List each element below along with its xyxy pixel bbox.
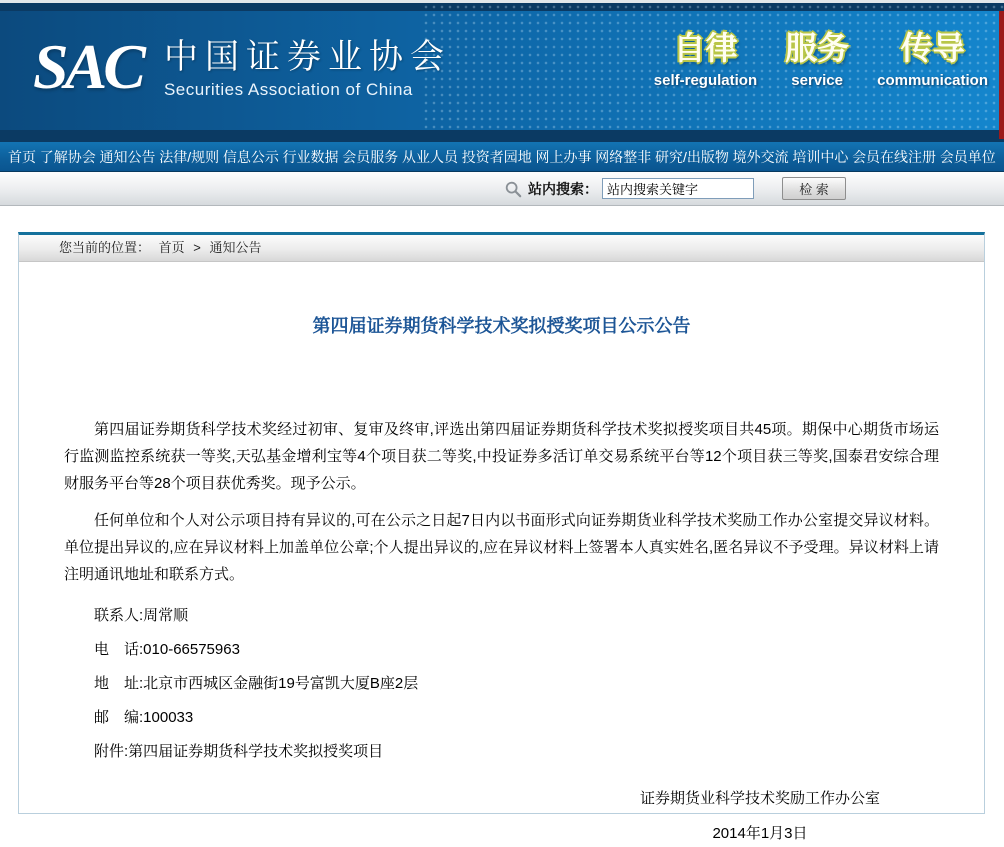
phone-line: 电 话:010-66575963 — [94, 641, 240, 658]
search-submit-button[interactable]: 检 索 — [782, 177, 846, 200]
nav-item-member-units[interactable]: 会员单位 — [939, 148, 996, 165]
breadcrumb-current-link[interactable]: 通知公告 — [209, 240, 262, 255]
sac-logo: SAC — [33, 31, 142, 102]
slogan-cn-service: 服务 — [785, 30, 850, 66]
search-icon — [504, 180, 522, 198]
address-line: 地 址:北京市西城区金融街19号富凯大厦B座2层 — [94, 675, 419, 692]
org-name-chinese: 中国证券业协会 — [163, 37, 451, 77]
nav-item-investor-garden[interactable]: 投资者园地 — [461, 148, 532, 165]
signature-block — [64, 785, 939, 847]
org-names — [164, 37, 451, 100]
nav-item-about[interactable]: 了解协会 — [39, 148, 96, 165]
org-name-english: Securities Association of China — [163, 80, 413, 99]
signature-office: 证券期货业科学技术奖励工作办公室 — [639, 790, 880, 807]
breadcrumb-prefix: 您当前的位置： — [59, 240, 151, 255]
slogan-cn-communication: 传导 — [900, 30, 965, 66]
nav-item-member-online-registration[interactable]: 会员在线注册 — [852, 148, 937, 165]
site-header — [0, 3, 1004, 142]
article-title: 第四届证券期货科学技术奖拟授奖项目公示公告 — [312, 316, 691, 336]
article-paragraph: 任何单位和个人对公示项目持有异议的,可在公示之日起7日内以书面形式向证券期货业科学技术奖励工作办公室提交异议材料。单位提出异议的,应在异议材料上加盖单位公章;个人提出异议的,应在异议材料上签署本人真实姓名,匿名异议不予受理。异议材料上请注明通讯地址和联系方式。 — [64, 512, 939, 583]
nav-item-industry-data[interactable]: 行业数据 — [282, 148, 339, 165]
slogan-service — [785, 31, 849, 89]
announcement-article — [19, 314, 984, 847]
nav-item-home[interactable]: 首页 — [8, 148, 36, 165]
right-edge-red-strip — [999, 11, 1004, 139]
postcode-line: 邮 编:100033 — [94, 709, 194, 726]
nav-item-research-publications[interactable]: 研究/出版物 — [654, 148, 729, 165]
signature-date: 2014年1月3日 — [712, 825, 808, 842]
nav-item-training-center[interactable]: 培训中心 — [792, 148, 849, 165]
slogan-en-communication: communication — [877, 72, 988, 89]
article-paragraph: 第四届证券期货科学技术奖经过初审、复审及终审,评选出第四届证券期货科学技术奖拟授奖项目共45项。期保中心期货市场运行监测监控系统获一等奖,天弘基金增利宝等4个项目获二等奖,中投证券多活订单交易系统平台等12个项目获三等奖,国泰君安综合理财服务平台等28个项目获优秀奖。现予公示。 — [64, 421, 939, 492]
slogan-en-service: service — [791, 72, 843, 89]
attachment-line: 附件:第四届证券期货科学技术奖拟授奖项目 — [94, 743, 384, 760]
search-input[interactable] — [602, 178, 754, 199]
nav-item-overseas-exchange[interactable]: 境外交流 — [732, 148, 789, 165]
slogan-self-regulation — [654, 31, 757, 89]
breadcrumb — [19, 235, 984, 262]
content-panel — [18, 232, 985, 842]
signature-inner — [640, 785, 880, 847]
main-navigation — [0, 142, 1004, 172]
nav-item-member-services[interactable]: 会员服务 — [342, 148, 399, 165]
slogan-cn-self-regulation: 自律 — [673, 30, 738, 66]
slogan-communication — [877, 31, 988, 89]
nav-item-notices[interactable]: 通知公告 — [99, 148, 156, 165]
site-search-bar — [0, 172, 1004, 206]
slogan-group — [654, 31, 988, 89]
breadcrumb-separator: > — [193, 240, 201, 255]
nav-item-practitioners[interactable]: 从业人员 — [402, 148, 459, 165]
brand-area — [33, 31, 451, 102]
breadcrumb-home-link[interactable]: 首页 — [158, 240, 185, 255]
contact-person-line: 联系人:周常顺 — [94, 607, 189, 624]
search-label: 站内搜索： — [528, 180, 598, 197]
nav-item-online-affairs[interactable]: 网上办事 — [535, 148, 592, 165]
nav-item-laws-rules[interactable]: 法律/规则 — [159, 148, 220, 165]
slogan-en-self-regulation: self-regulation — [653, 72, 758, 89]
nav-item-info-disclosure[interactable]: 信息公示 — [222, 148, 279, 165]
nav-item-network-anti-illegal[interactable]: 网络整非 — [595, 148, 652, 165]
